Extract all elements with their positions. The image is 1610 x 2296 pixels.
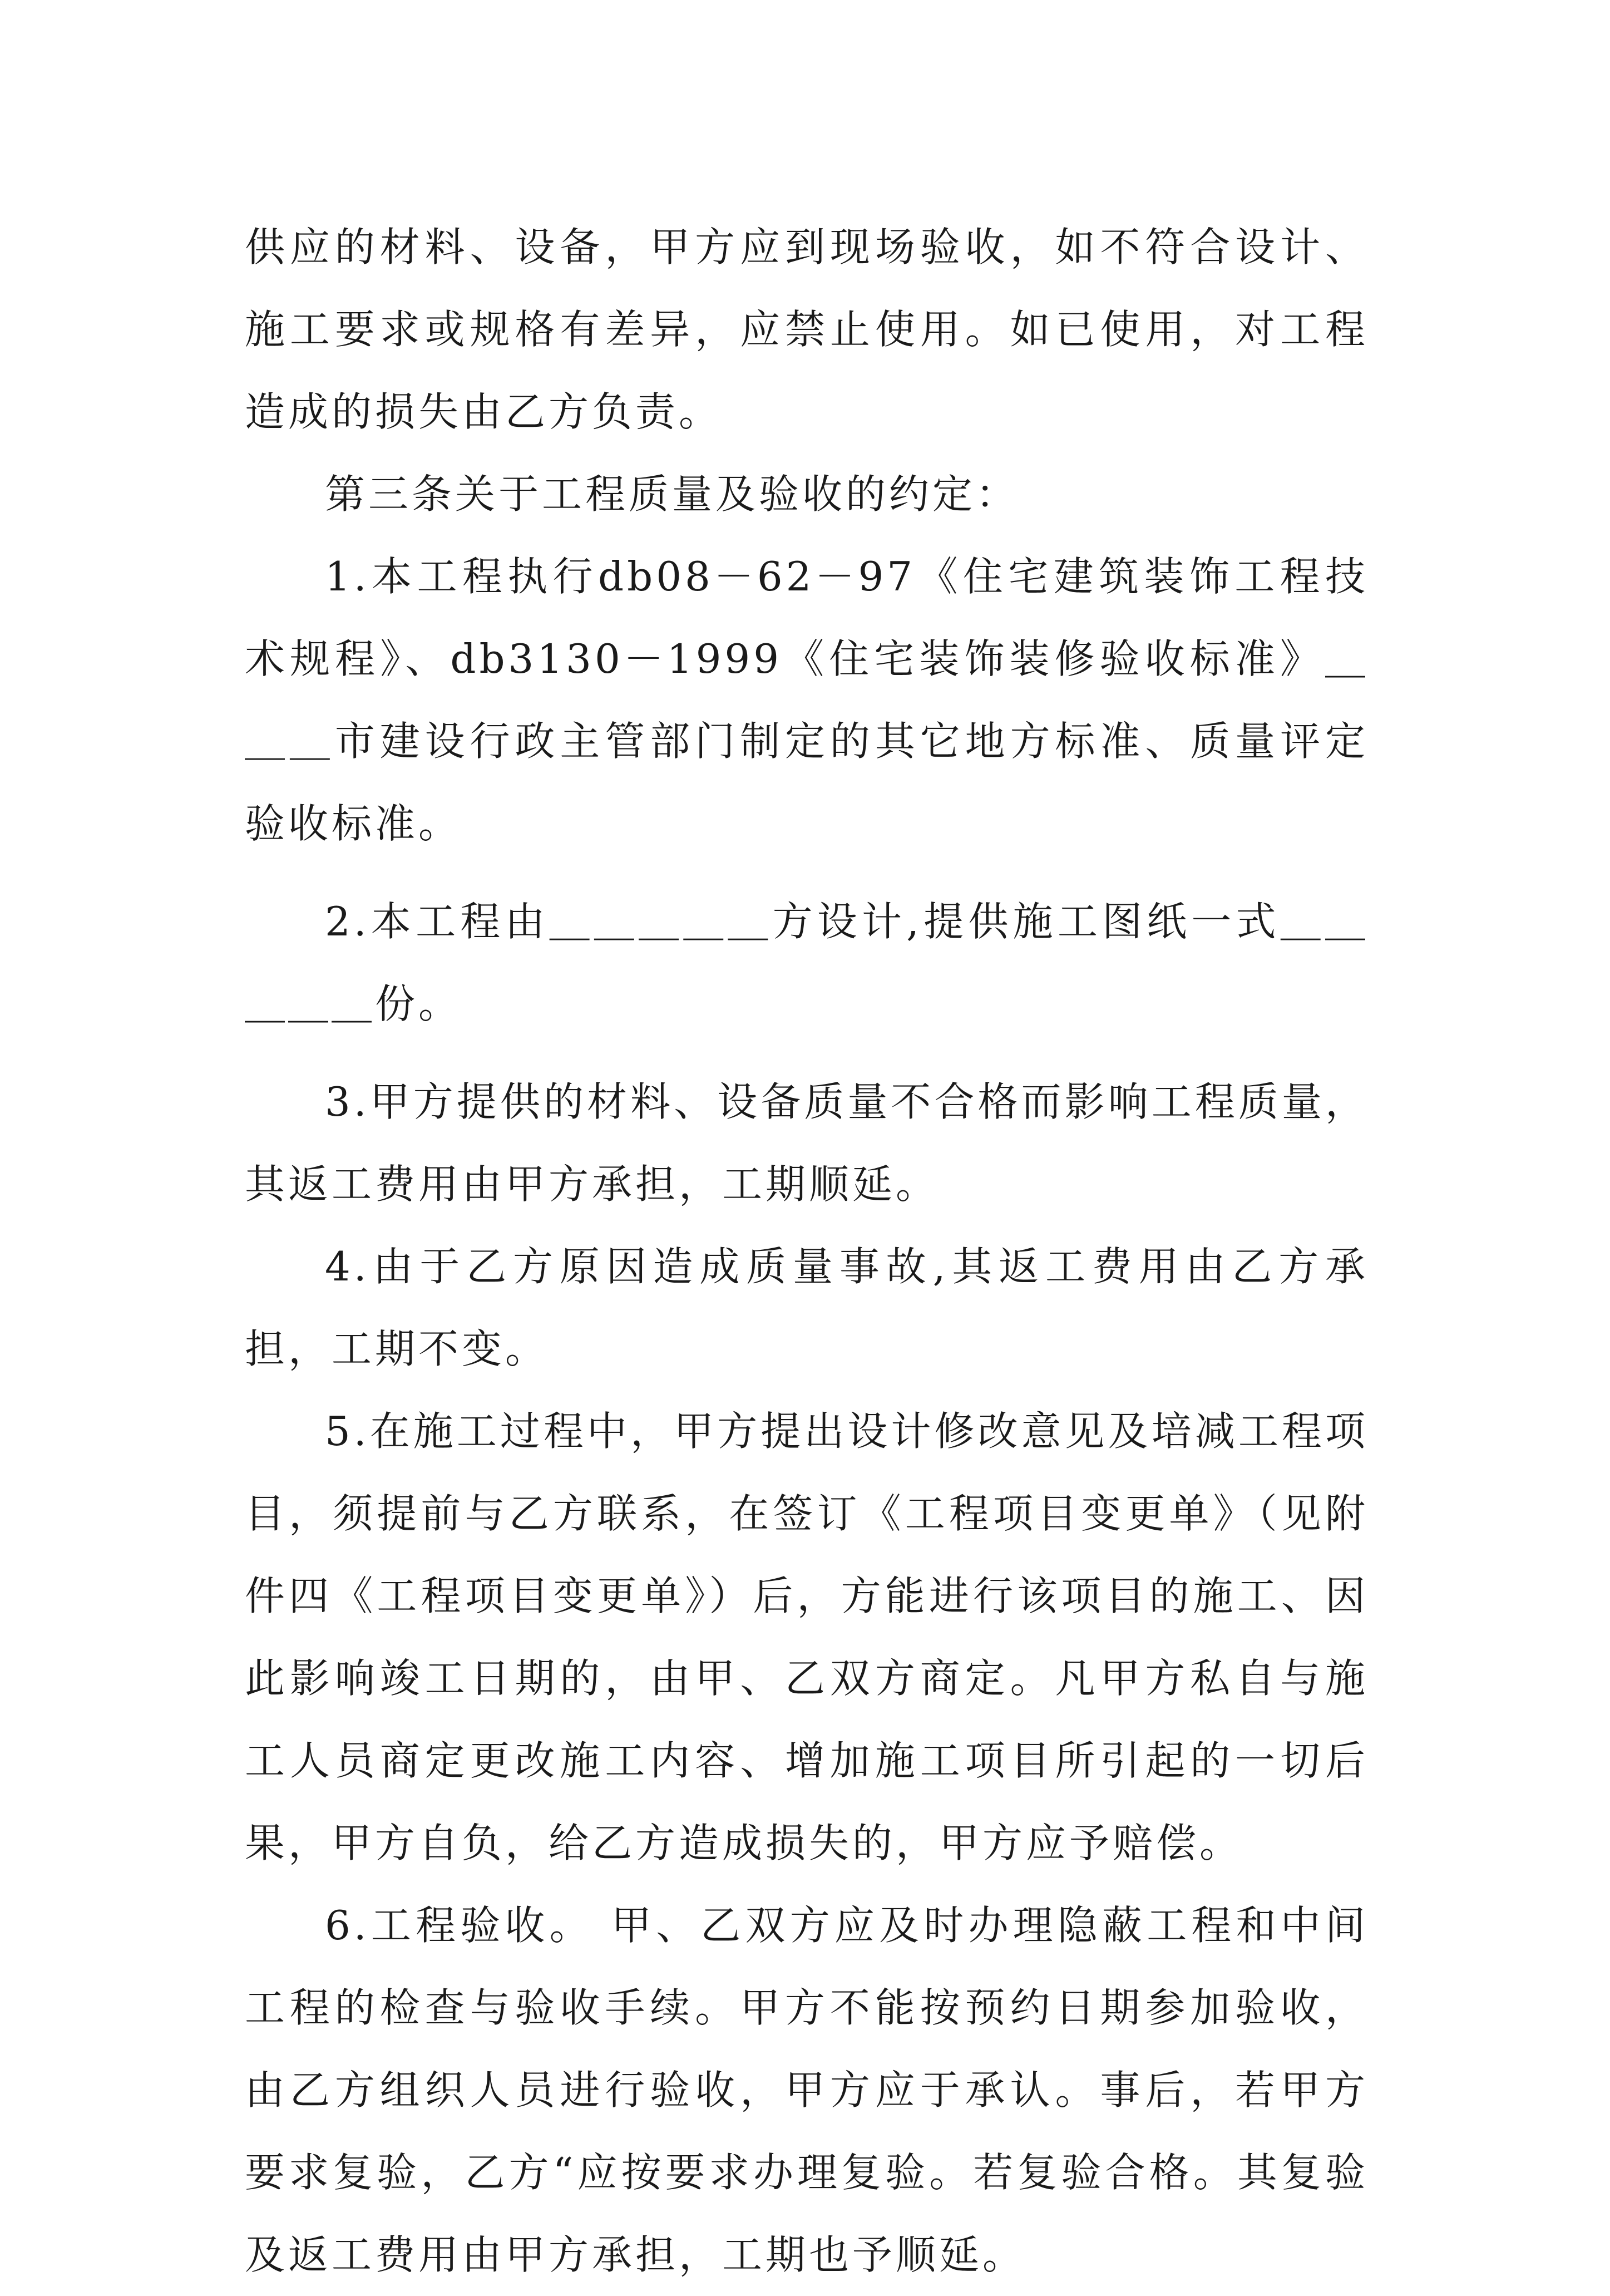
clause-2: 2.本工程由＿＿＿＿＿方设计,提供施工图纸一式＿＿＿＿＿份。 [245,898,1369,1027]
clause-4: 4.由于乙方原因造成质量事故,其返工费用由乙方承担，工期不变。 [245,1243,1369,1372]
clause-5: 5.在施工过程中，甲方提出设计修改意见及培减工程项目，须提前与乙方联系，在签订《工程项目变更单》（见附件四《工程项目变更单》）后，方能进行该项目的施工、因此影响竣工日期的，由甲、乙双方商定。凡甲方私自与施工人员商定更改施工内容、增加施工项目所引起的一切后果，甲方自负，给乙方造成损失的，甲方应予赔偿。 [245,1408,1369,1866]
clause-6: 6.工程验收。 甲、乙双方应及时办理隐蔽工程和中间工程的检查与验收手续。甲方不能按预约日期参加验收，由乙方组织人员进行验收，甲方应于承认。事后，若甲方要求复验，乙方“应按要求办理复验。若复验合格。其复验及返工费用由甲方承担，工期也予顺延。 [245,1902,1369,2278]
clause-3: 3.甲方提供的材料、设备质量不合格而影响工程质量，其返工费用由甲方承担，工期顺延。 [245,1078,1369,1208]
paragraph-continuation: 供应的材料、设备，甲方应到现场验收，如不符合设计、施工要求或规格有差异，应禁止使用。如已使用，对工程造成的损失由乙方负责。 [245,224,1369,435]
section-heading-article-3: 第三条关于工程质量及验收的约定： [325,471,1020,518]
clause-1: 1.本工程执行db08－62－97《住宅建筑装饰工程技术规程》、db3130－1999《住宅装饰装修验收标准》＿＿＿市建设行政主管部门制定的其它地方标准、质量评定验收标准。 [245,553,1369,847]
document-body [245,206,1369,2296]
